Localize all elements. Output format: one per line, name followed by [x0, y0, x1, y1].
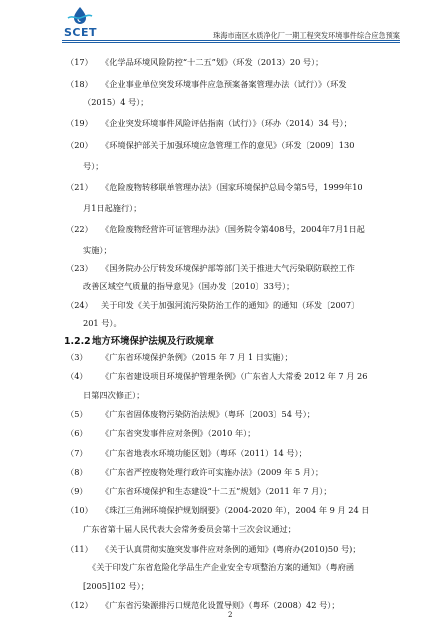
item-text-line: [2005]102 号）；: [83, 581, 149, 591]
item-number: （17）: [66, 57, 93, 67]
item-number: （24）: [66, 300, 93, 310]
item-text-line: 月1日起施行）；: [83, 203, 142, 213]
item-text-line: 《广东省突发事件应对条例》（2010 年）；: [101, 428, 256, 438]
item-number: （5）: [66, 409, 88, 419]
item-text-line: 《企业突发环境事件风险评估指南（试行）》（环办（2014）34 号）；: [101, 118, 352, 128]
item-text-line: 《关于认真贯彻实施突发事件应对条例的通知》(粤府办(2010)50 号)；: [101, 544, 361, 554]
item-text-line: 实施）；: [83, 245, 112, 255]
item-text-line: 《广东省严控废物处理行政许可实施办法》（2009 年 5 月）；: [101, 467, 324, 477]
header-rule: [62, 40, 400, 41]
item-number: （22）: [66, 224, 93, 234]
item-text-line: 《关于印发广东省危险化学品生产企业安全专项整治方案的通知》（粤府函: [88, 562, 355, 572]
item-number: （9）: [66, 486, 88, 496]
section-number: 1.2.2: [64, 336, 91, 347]
item-text-line: 《广东省污染源排污口规范化设置导则》（粤环（2008）42 号）；: [101, 600, 340, 610]
item-text-line: 关于印发《关于加强河流污染防治工作的通知》的通知（环发〔2007〕: [101, 300, 360, 310]
item-number: （7）: [66, 448, 88, 458]
item-text-line: 《广东省环境保护条例》（2015 年 7 月 1 日实施）；: [101, 352, 293, 362]
item-text-line: 《珠江三角洲环境保护规划纲要》（2004-2020 年），2004 年 9 月 24 日: [101, 505, 370, 515]
item-number: （10）: [66, 505, 93, 515]
item-text-line: （2015）4 号）；: [83, 97, 149, 107]
item-text-line: 日第四次修正）；: [83, 390, 145, 400]
item-number: （23）: [66, 263, 93, 273]
item-text-line: 改善区域空气质量的指导意见》（国办发〔2010〕33号）；: [83, 281, 295, 291]
item-text-line: 《国务院办公厅转发环境保护部等部门关于推进大气污染联防联控工作: [101, 263, 355, 273]
item-text-line: 《广东省建设项目环境保护管理条例》（广东省人大常委 2012 年 7 月 26: [101, 371, 368, 381]
item-text-line: 《企业事业单位突发环境事件应急预案备案管理办法（试行）》（环发: [101, 79, 347, 89]
item-text-line: 广东省第十届人民代表大会常务委员会第十三次会议通过；: [83, 524, 296, 534]
logo-text: SCET: [64, 26, 98, 39]
item-number: （21）: [66, 182, 93, 192]
item-number: （12）: [66, 600, 93, 610]
section-title: 地方环境保护法规及行政规章: [92, 336, 214, 347]
item-text-line: 201 号）。: [83, 318, 122, 328]
item-number: （19）: [66, 118, 93, 128]
section-heading: [64, 333, 214, 347]
document-title: 珠海市南区水质净化厂一期工程突发环境事件综合应急预案: [213, 31, 400, 40]
item-number: （18）: [66, 79, 93, 89]
item-number: （6）: [66, 428, 88, 438]
item-text-line: 《广东省地表水环境功能区划》（粤环（2011）14 号）；: [101, 448, 307, 458]
item-number: （20）: [66, 140, 93, 150]
item-text-line: 《广东省固体废物污染防治法规》（粤环〔2003〕54 号）；: [101, 409, 315, 419]
page-number: 2: [228, 611, 233, 619]
item-text-line: 《危险废物转移联单管理办法》（国家环境保护总局令第5号，1999年10: [101, 182, 363, 192]
item-text-line: 《环境保护部关于加强环境应急管理工作的意见》（环发〔2009〕130: [101, 140, 355, 150]
page-header: [62, 4, 400, 44]
item-number: （8）: [66, 467, 88, 477]
header-rule-thin: [62, 42, 400, 43]
item-text-line: 《危险废物经营许可证管理办法》（国务院令第408号，2004年7月1日起: [101, 224, 365, 234]
item-number: （11）: [66, 544, 93, 554]
item-number: （3）: [66, 352, 88, 362]
scet-logo-icon: [62, 6, 98, 26]
item-text-line: 号）；: [83, 161, 104, 171]
item-text-line: 《化学品环境风险防控“十二五”划》（环发（2013）20 号）；: [101, 57, 324, 67]
item-number: （4）: [66, 371, 88, 381]
item-text-line: 《广东省环境保护和生态建设“十二五”规划》（2011 年 7 月）；: [101, 486, 332, 496]
company-logo: [62, 6, 98, 42]
